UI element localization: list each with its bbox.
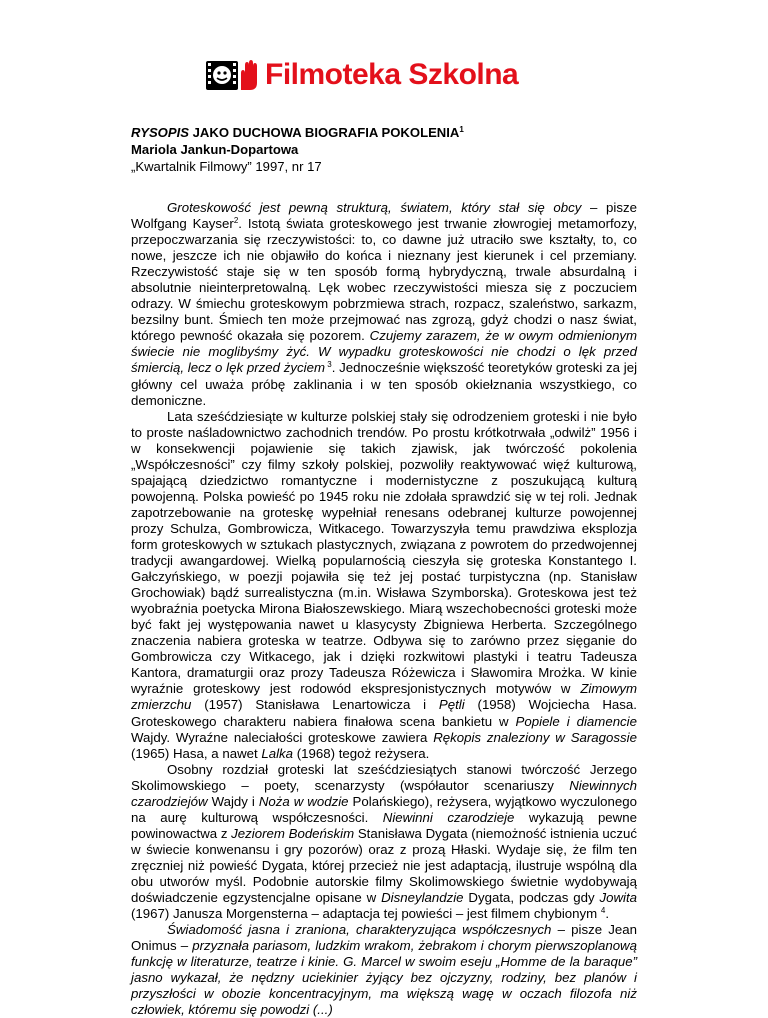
italic-run: Jeziorem Bodeńskim [231, 825, 355, 841]
paragraph [131, 762, 637, 922]
logo-wordmark: Filmoteka Szkolna [265, 58, 519, 91]
text-run: . Istotą świata groteskowego jest trwanie złowrogiej metamorfozy, przepoczwarzania się rzeczywistości: to, co dawne już utraciło swe kształty, to, co nowe, jeszcze ich nie objawiło do końca i nieznany jest kierunek i cel przemiany. Rzeczywistość staje się w ten sposób formą hybrydyczną, trwale absurdalną i absolutnie nieinterpretowalną. Lęk wobec rzeczywistości miesza się z poczuciem odrazy. W śmiechu groteskowym pobrzmiewa strach, rozpacz, szaleństwo, sarkazm, bezsilny bunt. Śmiech ten może przejmować nas zgrozą, gdyż chodzi o nasz świat, którego pewność okazała się pozorem. [131, 216, 637, 344]
italic-run: Popiele i diamencie [515, 713, 637, 729]
italic-run: Niewinnych czarodziejów [131, 777, 637, 809]
italic-run: Groteskowość jest pewną strukturą, światem, który stał się obcy [167, 200, 582, 215]
italic-run: Noża w wodzie [258, 793, 349, 809]
italic-run: Świadomość jasna i zraniona, charakteryzująca współczesnych [167, 922, 552, 938]
footnote-ref[interactable]: 4 [600, 906, 606, 916]
filmoteka-camera-hand-icon [205, 57, 259, 93]
italic-run: Lalka [261, 745, 294, 761]
text-run: Wajdy. Wyraźne naleciałości groteskowe zawiera [131, 729, 434, 745]
text-run: (1958) Wojciecha Hasa. Groteskowego charakteru nabiera finałowa scena bankietu w [131, 697, 637, 729]
article-title [131, 124, 464, 141]
article-author: Mariola Jankun-Dopartowa [131, 142, 299, 157]
italic-run: Disneylandzie [381, 890, 464, 906]
italic-run: Jowita [599, 890, 638, 906]
italic-run: przyznała pariasom, ludzkim wrakom, żebrakom i chorym pierwszoplanową funkcję w literaturze, teatrze i kinie. G. Marcel w swoim eseju „Homme de la baraque” jasno wykazał, że nędzny uciekinier żyjący bez ojczyzny, rodziny, bez planów i przyszłości w obozie koncentracyjnym, ma większą wagę w oczach filozofa niż człowiek, któremu się powodzi (...) [131, 938, 637, 1018]
italic-run: Zimowym zmierzchu [131, 681, 637, 713]
text-run: Lata sześćdziesiąte w kulturze polskiej stały się odrodzeniem groteski i nie było to proste naśladownictwo zachodnich trendów. Po prostu krótkotrwała „odwilż” 1956 i w konsekwencji pojawienie się takich zjawisk, jak twórczość pokolenia „Współczesności” czy filmy szkoły polskiej, pozwoliły reaktywować więź kulturową, spajającą dziedzictwo romantyczne i modernistyczne z poszukującą kulturą powojenną. Polska powieść po 1945 roku nie zdołała sprawdzić się w tej roli. Jednak zapotrzebowanie na groteskę wypełniał renesans odebranej kulturze powojennej prozy Schulza, Gombrowicza, Witkacego. Towarzyszyła temu prawdziwa eksplozja form groteskowych w sztukach plastycznych, związana z powrotem do przedwojennej tradycji awangardowej. Wielką popularnością cieszyła się groteska Konstantego I. Gałczyńskiego, w poezji pojawiła się też jej postać turpistyczna (np. Stanisław Grochowiak) bądź surrealistyczna (m.in. Wisława Szymborska). Groteskowa jest też wyobraźnia poetycka Mirona Białoszewskiego. Miarą wszechobecności groteski może być fakt jej występowania nawet u klasycysty Zbigniewa Herberta. Szczególnego znaczenia nabiera groteska w teatrze. Odbywa się to zarówno przez sięganie do Gombrowicza czy Witkacego, jak i dzięki rozkwitowi plastyki i teatru Tadeusza Kantora, dramaturgii oraz prozy Tadeusza Różewicza i Sławomira Mrożka. W kinie wyraźnie groteskowy jest rodowód ekspresjonistycznych motywów w [131, 408, 637, 697]
paragraph [131, 922, 637, 1018]
footnote-ref[interactable]: 2 [233, 216, 239, 226]
text-run: (1965) Hasa, a nawet [131, 745, 262, 761]
filmoteka-logo [205, 57, 518, 93]
text-run: Polańskiego), reżysera, wyjątkowo wyczulonego na aurę kulturową współczesności. [131, 793, 638, 825]
text-run: Osobny rozdział groteski lat sześćdziesiątych stanowi twórczość Jerzego Skolimowskiego – poety, scenarzysty (współautor scenariuszy [131, 761, 637, 793]
article-body [131, 200, 637, 1018]
text-run: . [605, 906, 610, 922]
title-rest: JAKO DUCHOWA BIOGRAFIA POKOLENIA [188, 125, 460, 140]
text-run: (1957) Stanisława Lenartowicza i [191, 697, 439, 713]
text-run: Wajdy i [207, 793, 259, 809]
italic-run: Rękopis znaleziony w Saragossie [433, 729, 637, 745]
text-run: – pisze Jean Onimus – [131, 922, 637, 954]
italic-run: Pętli [438, 697, 465, 713]
text-run: Dygata, podczas gdy [463, 890, 600, 906]
text-run: wykazują pewne powinowactwa z [131, 809, 637, 841]
italic-run: Niewinni czarodzieje [382, 809, 515, 825]
article-header [131, 124, 464, 175]
text-run: . Jednocześnie większość teoretyków groteski za jej główny cel uważa próbę zaklinania i w ten sposób okiełznania wszystkiego, co demoniczne. [131, 360, 638, 408]
italic-run: Czujemy zarazem, że w owym odmienionym świecie nie moglibyśmy żyć. W wypadku groteskowości nie chodzi o lęk przed śmiercią, lecz o lęk przed życiem [131, 328, 637, 376]
title-footnote-ref[interactable]: 1 [459, 125, 464, 134]
footnote-ref[interactable]: 3 [324, 360, 332, 370]
paragraph [131, 200, 637, 409]
text-run: (1968) tegoż reżysera. [293, 745, 430, 761]
paragraph [131, 409, 637, 762]
title-italic: RYSOPIS [131, 125, 189, 140]
text-run: – pisze Wolfgang Kayser [131, 200, 637, 232]
text-run: Stanisława Dygata (niemożność istnienia uczuć w świecie konwenansu i gry pozorów) oraz z prozą Hłaski. Wydaje się, że film ten zręczniej niż powieść Dygata, której przecież nie jest adaptacją, ilustruje wspólną dla obu utworów myśl. Podobnie autorskie filmy Skolimowskiego świetnie wydobywają doświadczenie egzystencjalne opisane w [131, 825, 637, 906]
text-run: (1967) Janusza Morgensterna – adaptacja tej powieści – jest filmem chybionym [131, 906, 601, 922]
article-source: „Kwartalnik Filmowy” 1997, nr 17 [131, 159, 322, 174]
